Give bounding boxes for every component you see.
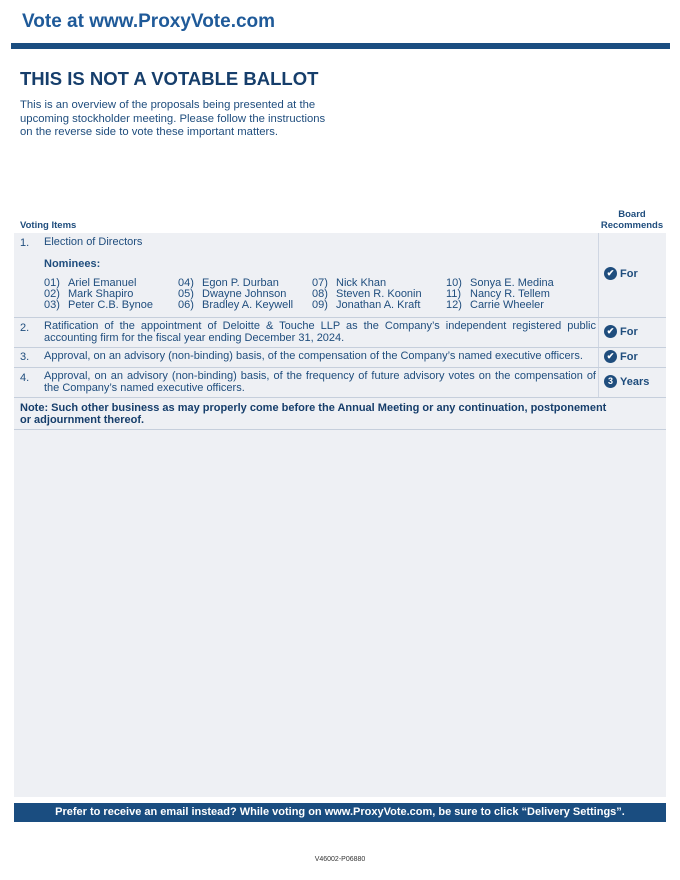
recommendation-text: For xyxy=(620,267,638,280)
nominee-number: 03) xyxy=(44,299,60,311)
nominee-number: 07) xyxy=(312,277,328,289)
voting-item-2 xyxy=(14,318,666,348)
nominee xyxy=(446,300,544,312)
nominee-number: 12) xyxy=(446,299,462,311)
board-recommendation xyxy=(604,375,649,388)
nominee-number: 08) xyxy=(312,288,328,300)
nominee-name: Jonathan A. Kraft xyxy=(336,299,421,311)
board-label: Board xyxy=(618,209,646,220)
nominee-number: 09) xyxy=(312,299,328,311)
recommendation-text: Years xyxy=(620,375,650,388)
check-circle-icon: ✔ xyxy=(604,325,617,338)
board-recommendation xyxy=(604,267,638,280)
nominee-name: Carrie Wheeler xyxy=(470,299,544,311)
nominee-name: Dwayne Johnson xyxy=(202,288,287,300)
nominee xyxy=(312,300,420,312)
nominees-label: Nominees: xyxy=(44,258,101,270)
voting-item-4 xyxy=(14,368,666,398)
nominee-number: 11) xyxy=(446,288,462,300)
nominee-number: 04) xyxy=(178,277,194,289)
board-recommendation xyxy=(604,325,638,338)
recommends-label: Recommends xyxy=(600,220,664,231)
item-text: Approval, on an advisory (non-binding) basis, of the compensation of the Company’s named executive officers. xyxy=(44,350,583,362)
item-number: 3. xyxy=(20,351,30,363)
board-recommendation xyxy=(604,350,638,363)
header-rule xyxy=(11,43,670,49)
check-circle-icon: ✔ xyxy=(604,350,617,363)
nominee-number: 01) xyxy=(44,277,60,289)
nominee-name: Steven R. Koonin xyxy=(336,288,422,300)
check-circle-icon: ✔ xyxy=(604,267,617,280)
nominee-name: Sonya E. Medina xyxy=(470,277,554,289)
nominee-number: 06) xyxy=(178,299,194,311)
voting-item-1 xyxy=(14,233,666,318)
page-title: THIS IS NOT A VOTABLE BALLOT xyxy=(20,68,319,89)
email-delivery-banner: Prefer to receive an email instead? While voting on www.ProxyVote.com, be sure to click “Delivery Settings”. xyxy=(14,803,666,822)
board-recommends-label xyxy=(598,209,666,231)
nominee-name: Peter C.B. Bynoe xyxy=(68,299,153,311)
nominee-name: Nancy R. Tellem xyxy=(470,288,550,300)
item-text: Ratification of the appointment of Deloitte & Touche LLP as the Company’s independent registered public accounting firm for the fiscal year ending December 31, 2024. xyxy=(44,320,596,344)
note-divider xyxy=(14,429,666,430)
number-circle-icon: 3 xyxy=(604,375,617,388)
nominee-number: 10) xyxy=(446,277,462,289)
nominee-name: Nick Khan xyxy=(336,277,387,289)
nominee-name: Ariel Emanuel xyxy=(68,277,137,289)
recommendation-text: For xyxy=(620,325,638,338)
document-code: V46002-P06880 xyxy=(314,856,366,863)
intro-text: This is an overview of the proposals being presented at the upcoming stockholder meeting. Please follow the instructions on the reverse side to vote these important matters. xyxy=(20,99,326,138)
item-number: 4. xyxy=(20,372,30,384)
vote-url-title: Vote at www.ProxyVote.com xyxy=(22,11,276,32)
nominee-name: Mark Shapiro xyxy=(68,288,134,300)
item-number: 1. xyxy=(20,237,30,249)
item-number: 2. xyxy=(20,322,30,334)
voting-item-3 xyxy=(14,348,666,368)
item-text: Election of Directors xyxy=(44,236,143,248)
note-text: Note: Such other business as may properly come before the Annual Meeting or any continuation, postponement or adjournment thereof. xyxy=(20,402,607,426)
recommendation-text: For xyxy=(620,350,638,363)
nominee-number: 05) xyxy=(178,288,194,300)
item-text: Approval, on an advisory (non-binding) basis, of the frequency of future advisory votes on the compensation of the Company’s named executive officers. xyxy=(44,370,596,394)
nominee-name: Bradley A. Keywell xyxy=(202,299,294,311)
nominee xyxy=(44,300,153,312)
voting-items-label: Voting Items xyxy=(20,220,77,231)
nominee-name: Egon P. Durban xyxy=(202,277,279,289)
nominee xyxy=(178,300,293,312)
nominee-number: 02) xyxy=(44,288,60,300)
